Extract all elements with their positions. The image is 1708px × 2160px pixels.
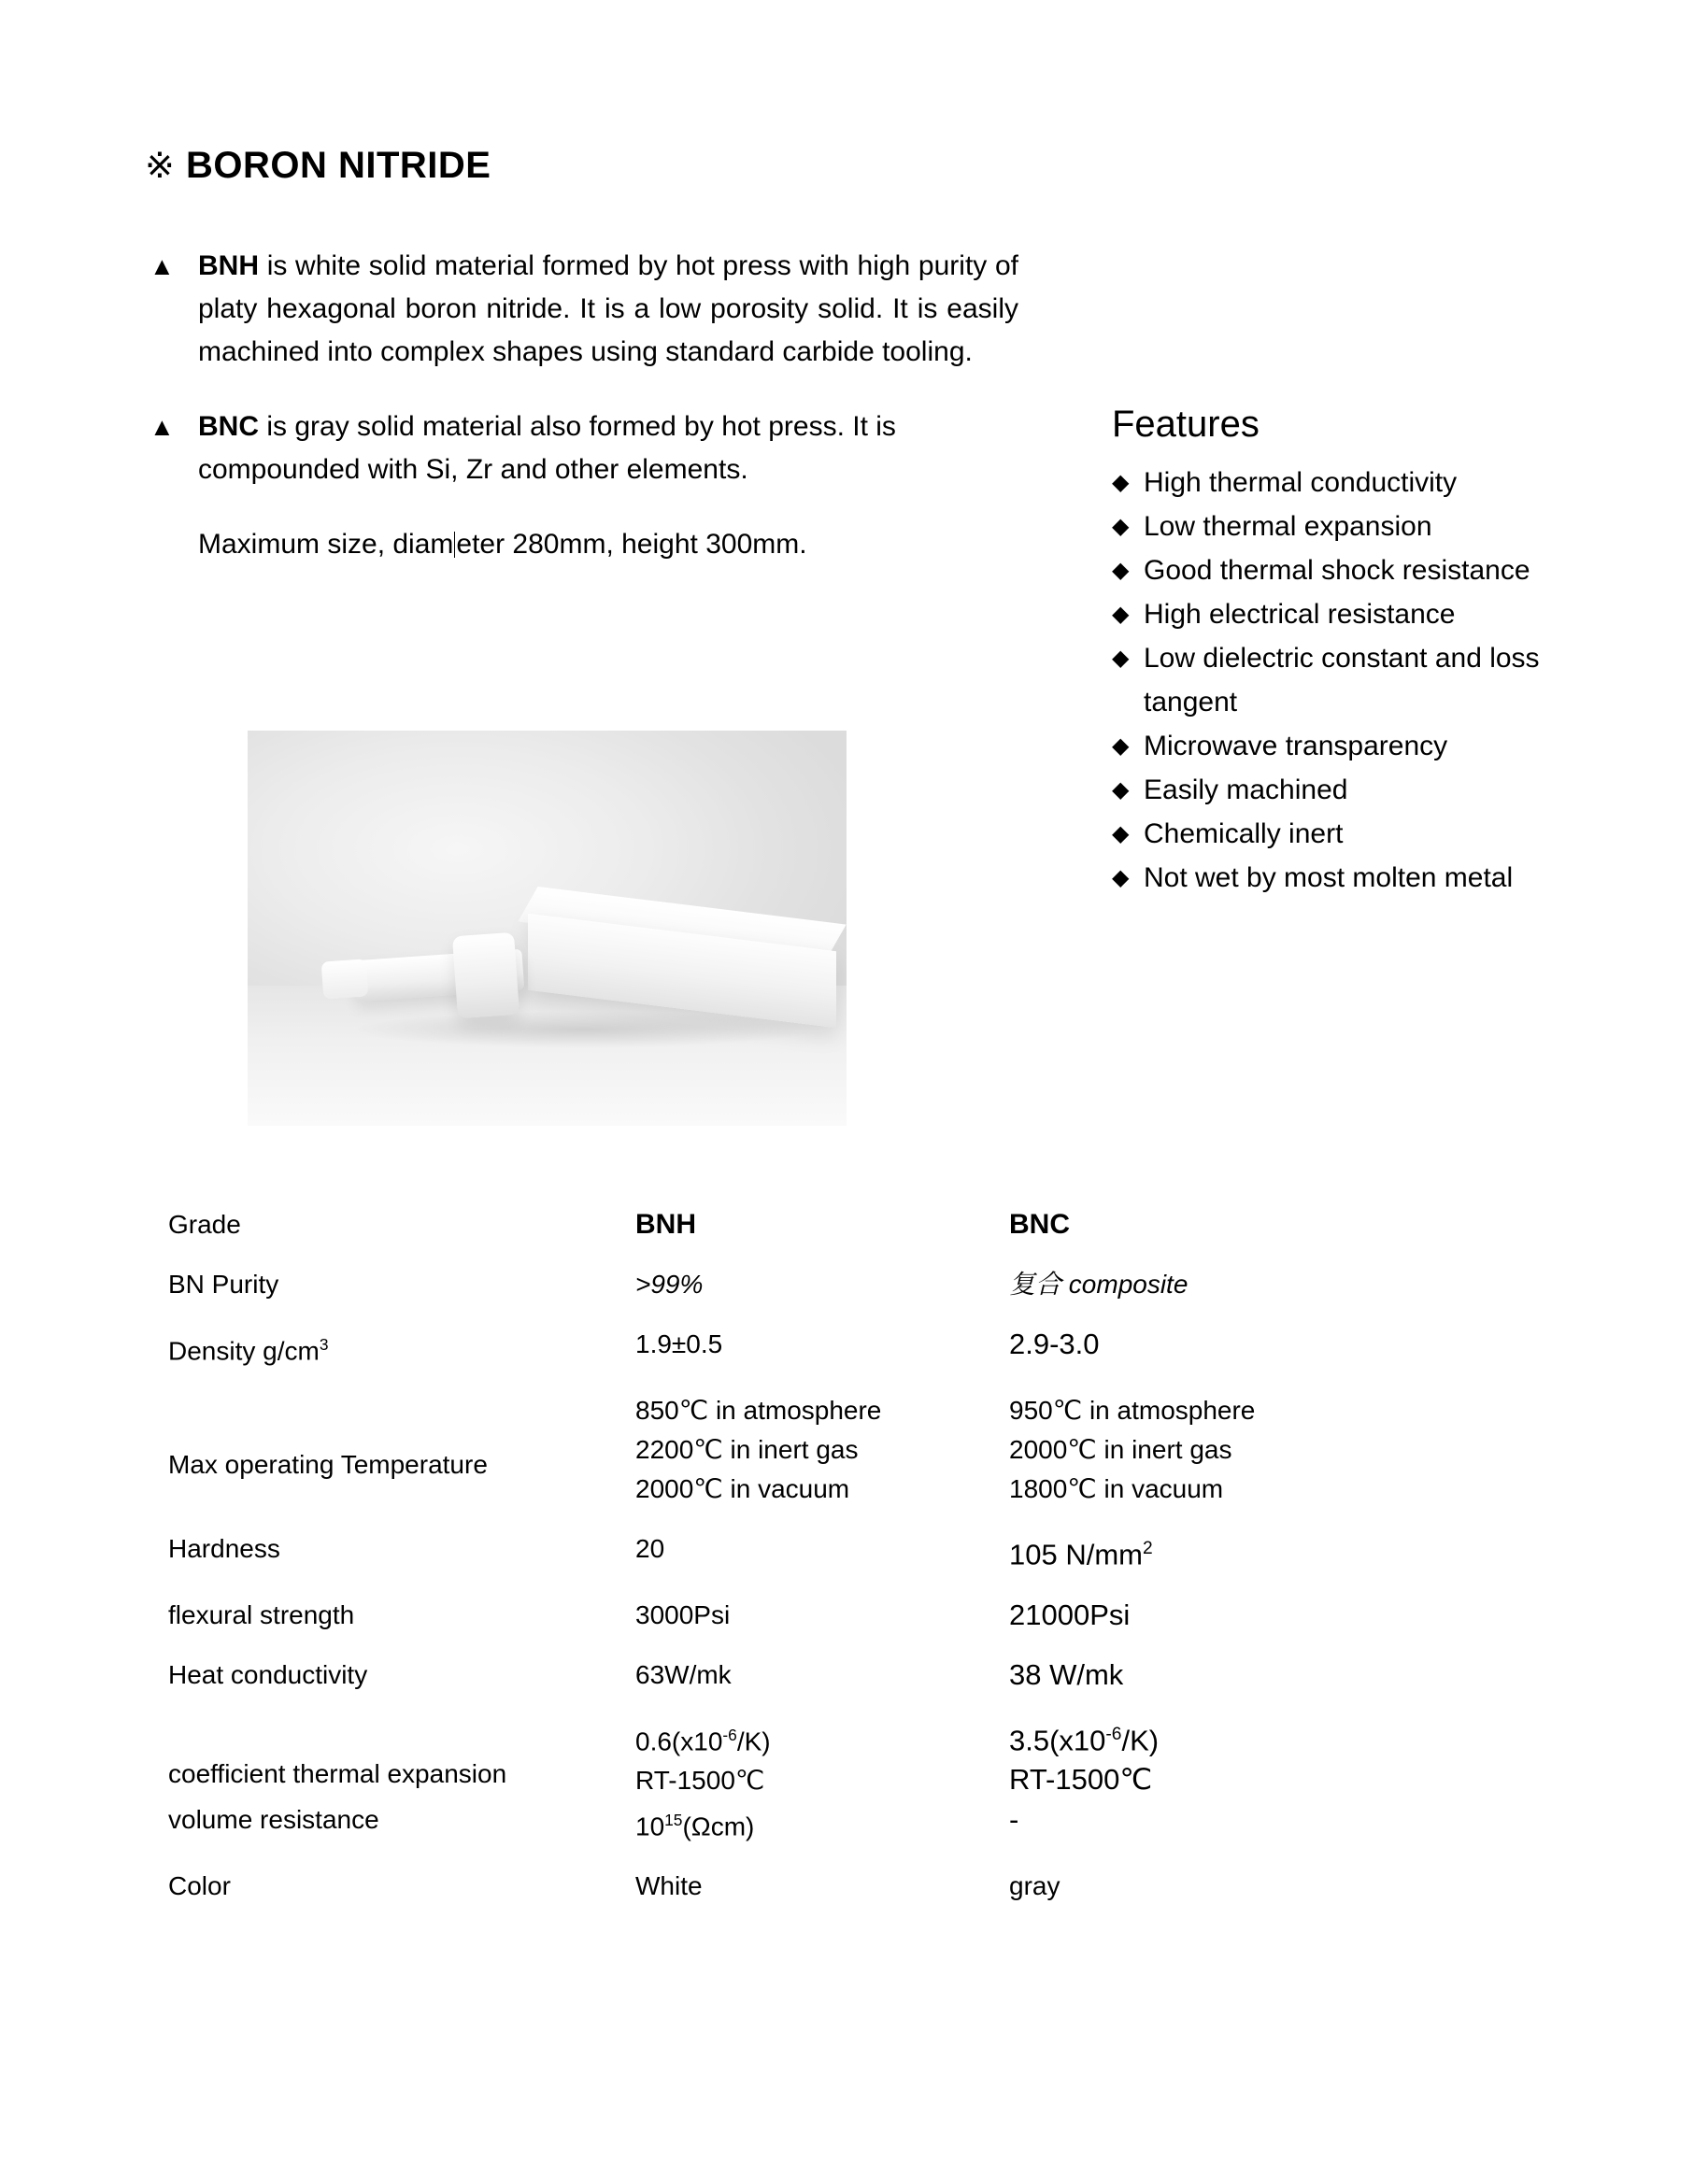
row-bnc-max-temp-line: 950℃ in atmosphere — [1009, 1396, 1256, 1426]
table-row — [168, 1391, 1570, 1509]
feature-item — [1112, 856, 1635, 900]
row-bnc-cte-line2: RT-1500℃ — [1009, 1762, 1153, 1796]
feature-item — [1112, 592, 1635, 636]
feature-item-label: Good thermal shock resistance — [1144, 555, 1530, 586]
row-bnc-volume-resistance: - — [1009, 1802, 1019, 1836]
row-bnh-cte-line2: RT-1500℃ — [635, 1765, 765, 1795]
row-bnh-volume-resistance — [635, 1800, 1009, 1846]
row-label-heat-conductivity: Heat conductivity — [168, 1659, 368, 1689]
row-label-color: Color — [168, 1871, 231, 1901]
features-list — [1112, 461, 1635, 900]
diamond-bullet-icon: ◆ — [1112, 865, 1130, 890]
table-row — [168, 1656, 1570, 1695]
table-row — [168, 1800, 1570, 1846]
specifications-table — [168, 1205, 1570, 1906]
diamond-bullet-icon: ◆ — [1112, 733, 1130, 759]
header-bnh: BNH — [635, 1209, 696, 1240]
row-bnh-max-temp-line: 2200℃ in inert gas — [635, 1435, 859, 1465]
row-label-density-sup: 3 — [319, 1335, 329, 1354]
paragraph-bnh-body: is white solid material formed by hot press with high purity of platy hexagonal boron nitride. It is a low porosity solid. It is easily machined into complex shapes using standard carbide tooling. — [198, 250, 1018, 367]
row-bnc-heat-conductivity: 38 W/mk — [1009, 1657, 1124, 1691]
diamond-bullet-icon: ◆ — [1112, 558, 1130, 583]
photo-cap — [321, 959, 369, 999]
row-bnc-hardness — [1009, 1529, 1570, 1574]
row-bnh-heat-conductivity: 63W/mk — [635, 1659, 732, 1689]
table-header-row — [168, 1205, 1570, 1244]
row-label-volume-resistance: volume resistance — [168, 1804, 379, 1834]
feature-item — [1112, 636, 1635, 724]
feature-item — [1112, 548, 1635, 592]
row-bnh-vr-sup: 15 — [664, 1810, 683, 1829]
row-bnh-max-temp — [635, 1391, 1009, 1509]
row-bnh-purity: >99% — [635, 1270, 704, 1299]
paragraph-bnc-lead: BNC — [198, 411, 259, 442]
max-size-note-part2: eter 280mm, height 300mm. — [456, 529, 807, 560]
row-bnh-cte-pre: 0.6(x10 — [635, 1726, 723, 1755]
row-bnh-hardness: 20 — [635, 1534, 665, 1564]
feature-item-label: Low thermal expansion — [1144, 511, 1432, 542]
diamond-bullet-icon: ◆ — [1112, 777, 1130, 803]
feature-item — [1112, 504, 1635, 548]
max-size-note-part1: Maximum size, diam — [198, 529, 454, 560]
row-bnc-max-temp — [1009, 1391, 1570, 1509]
feature-item-label: Easily machined — [1144, 774, 1348, 805]
header-grade: Grade — [168, 1210, 241, 1239]
features-title: Features — [1112, 404, 1260, 445]
diamond-bullet-icon: ◆ — [1112, 646, 1130, 671]
features-panel — [1112, 404, 1635, 900]
reference-mark-icon: ※ — [145, 147, 176, 186]
row-label-flexural: flexural strength — [168, 1599, 355, 1629]
row-bnh-color: White — [635, 1871, 703, 1901]
row-bnh-cte-line1 — [635, 1715, 1009, 1761]
row-bnc-cte-pre: 3.5(x10 — [1009, 1723, 1106, 1756]
diamond-bullet-icon: ◆ — [1112, 514, 1130, 539]
row-bnc-density: 2.9-3.0 — [1009, 1328, 1100, 1360]
row-bnh-cte-post: /K) — [736, 1726, 771, 1755]
diamond-bullet-icon: ◆ — [1112, 470, 1130, 495]
feature-item-label: Chemically inert — [1144, 818, 1344, 849]
paragraph-bnh — [149, 245, 1018, 374]
row-bnh-density: 1.9±0.5 — [635, 1329, 723, 1358]
page-title-text: BORON NITRIDE — [185, 145, 491, 186]
triangle-bullet-icon: ▲ — [149, 413, 175, 441]
table-row — [168, 1265, 1570, 1304]
row-label-density-text: Density g/cm — [168, 1336, 320, 1366]
row-bnh-cte — [635, 1715, 1009, 1800]
page-title — [145, 145, 491, 187]
feature-item-label: Not wet by most molten metal — [1144, 862, 1514, 893]
feature-item — [1112, 812, 1635, 856]
row-label-purity: BN Purity — [168, 1270, 279, 1299]
row-bnc-purity — [1009, 1265, 1570, 1304]
row-bnc-hardness-sup: 2 — [1142, 1539, 1153, 1559]
table-row — [168, 1529, 1570, 1574]
row-label-cte: coefficient thermal expansion — [168, 1758, 507, 1788]
diamond-bullet-icon: ◆ — [1112, 821, 1130, 846]
photo-flange — [452, 932, 520, 1018]
feature-item-label: Microwave transparency — [1144, 731, 1448, 761]
feature-item-label: High thermal conductivity — [1144, 467, 1458, 498]
diamond-bullet-icon: ◆ — [1112, 602, 1130, 627]
row-label-density — [168, 1325, 635, 1371]
row-bnh-flexural: 3000Psi — [635, 1599, 731, 1629]
row-label-hardness: Hardness — [168, 1534, 280, 1564]
row-bnc-flexural: 21000Psi — [1009, 1598, 1131, 1631]
max-size-note — [149, 523, 1018, 566]
feature-item-label: High electrical resistance — [1144, 599, 1456, 630]
table-row — [168, 1715, 1570, 1800]
header-bnc: BNC — [1009, 1209, 1070, 1240]
row-bnc-cte-sup: -6 — [1105, 1724, 1122, 1744]
table-row — [168, 1596, 1570, 1635]
paragraph-bnh-lead: BNH — [198, 250, 259, 281]
row-bnh-max-temp-line: 2000℃ in vacuum — [635, 1474, 850, 1504]
intro-text-block — [149, 245, 1018, 566]
row-bnh-vr-pre: 10 — [635, 1812, 665, 1841]
paragraph-bnc — [149, 405, 1018, 491]
feature-item-label: Low dielectric constant and loss tangent — [1144, 643, 1540, 718]
row-bnc-max-temp-line: 1800℃ in vacuum — [1009, 1474, 1224, 1504]
table-row — [168, 1867, 1570, 1906]
row-bnc-hardness-text: 105 N/mm — [1009, 1538, 1143, 1571]
feature-item — [1112, 724, 1635, 768]
triangle-bullet-icon: ▲ — [149, 252, 175, 280]
row-bnh-max-temp-line: 850℃ in atmosphere — [635, 1396, 882, 1426]
feature-item — [1112, 461, 1635, 504]
row-bnc-color: gray — [1009, 1871, 1060, 1901]
row-bnc-cte-post: /K) — [1121, 1723, 1160, 1756]
row-bnc-purity-cjk: 复合 — [1009, 1269, 1062, 1300]
row-label-max-temp: Max operating Temperature — [168, 1450, 488, 1480]
product-photo — [248, 731, 847, 1126]
row-bnc-purity-latin: composite — [1061, 1270, 1188, 1299]
paragraph-bnc-body: is gray solid material also formed by hot press. It is compounded with Si, Zr and other elements. — [198, 411, 896, 485]
row-bnh-cte-sup: -6 — [722, 1725, 737, 1744]
row-bnc-cte-line1 — [1009, 1715, 1570, 1760]
table-row — [168, 1325, 1570, 1371]
feature-item — [1112, 768, 1635, 812]
row-bnc-max-temp-line: 2000℃ in inert gas — [1009, 1435, 1232, 1465]
row-bnc-cte — [1009, 1715, 1570, 1799]
row-bnh-vr-post: (Ωcm) — [682, 1812, 755, 1841]
